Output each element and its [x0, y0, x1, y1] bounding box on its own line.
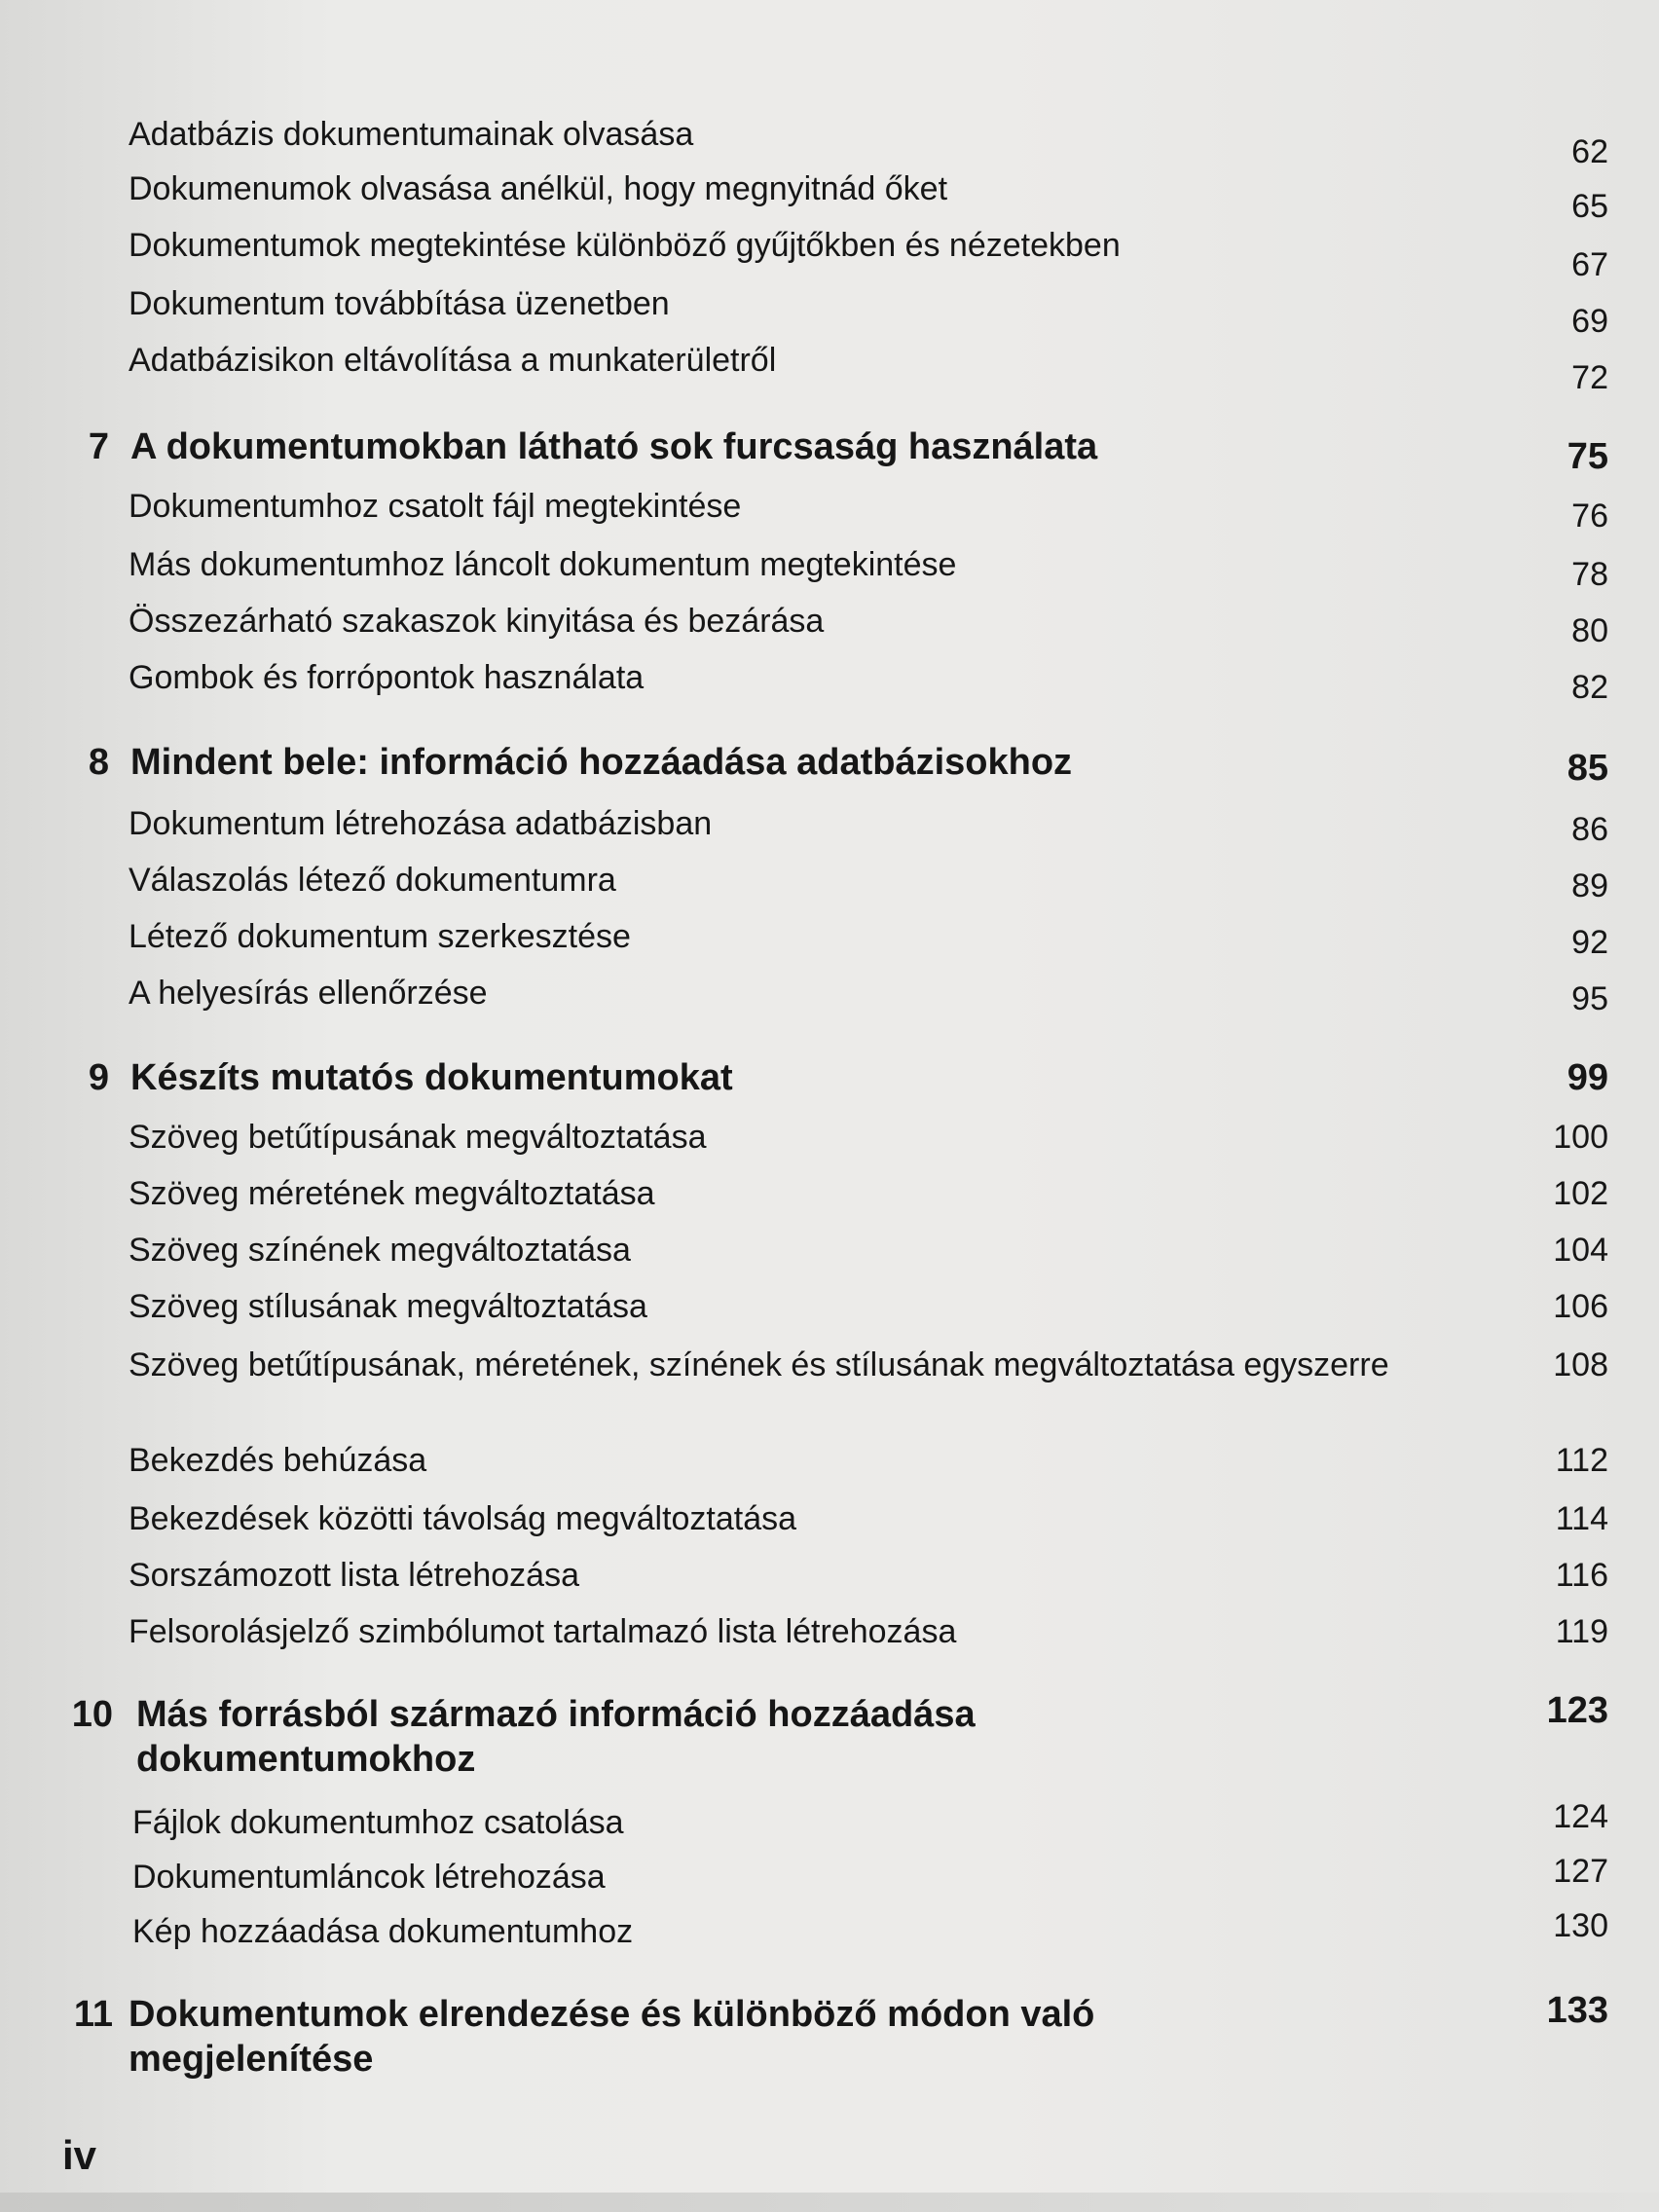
- toc-entry-page: 108: [1553, 1346, 1608, 1383]
- toc-entry-title: Dokumentumláncok létrehozása: [132, 1859, 606, 1896]
- toc-entry-title: Szöveg betűtípusának, méretének, színének és stílusának megváltoztatása egyszerre: [129, 1346, 1389, 1383]
- toc-entry-page: 106: [1553, 1288, 1608, 1325]
- toc-entry-title: Bekezdés behúzása: [129, 1442, 427, 1479]
- toc-entry-page: 89: [1571, 867, 1608, 904]
- chapter-page: 75: [1567, 436, 1608, 477]
- toc-entry-title: Összezárható szakaszok kinyitása és bezárása: [129, 603, 825, 640]
- toc-entry-page: 72: [1571, 359, 1608, 396]
- toc-entry-title: Kép hozzáadása dokumentumhoz: [132, 1913, 634, 1950]
- toc-entry-title: Dokumentumok megtekintése különböző gyűjtőkben és nézetekben: [129, 227, 1121, 264]
- chapter-title: Mindent bele: információ hozzáadása adatbázisokhoz: [130, 742, 1073, 783]
- chapter-number: 8: [88, 742, 109, 783]
- toc-entry-page: 102: [1553, 1175, 1608, 1212]
- chapter-page: 99: [1567, 1057, 1608, 1098]
- chapter-title: Dokumentumok elrendezése és különböző módon való megjelenítése: [129, 1994, 1095, 2080]
- toc-entry-page: 112: [1555, 1442, 1608, 1479]
- chapter-page: 133: [1546, 1990, 1608, 2031]
- toc-entry-page: 67: [1571, 246, 1608, 283]
- toc-entry-page: 86: [1571, 811, 1608, 848]
- toc-entry-title: Dokumenumok olvasása anélkül, hogy megnyitnád őket: [129, 170, 948, 207]
- toc-entry-title: Dokumentum továbbítása üzenetben: [129, 285, 670, 322]
- toc-entry-title: Fájlok dokumentumhoz csatolása: [132, 1804, 624, 1841]
- toc-entry-page: 104: [1553, 1232, 1608, 1269]
- toc-entry-page: 127: [1553, 1853, 1608, 1890]
- toc-entry-title: Adatbázisikon eltávolítása a munkaterületről: [129, 342, 777, 379]
- chapter-title: Más forrásból származó információ hozzáadása dokumentumokhoz: [136, 1694, 976, 1780]
- toc-entry-title: Más dokumentumhoz láncolt dokumentum megtekintése: [129, 546, 957, 583]
- toc-entry-title: Válaszolás létező dokumentumra: [129, 862, 616, 899]
- chapter-number: 10: [71, 1694, 113, 1735]
- toc-entry-page: 76: [1571, 498, 1608, 535]
- chapter-title: Készíts mutatós dokumentumokat: [130, 1057, 733, 1098]
- toc-entry-title: Sorszámozott lista létrehozása: [129, 1557, 579, 1594]
- chapter-title: A dokumentumokban látható sok furcsaság használata: [130, 426, 1098, 467]
- toc-entry-page: 80: [1571, 612, 1608, 649]
- chapter-page: 85: [1567, 748, 1608, 789]
- chapter-number: 11: [73, 1994, 113, 2035]
- toc-entry-title: A helyesírás ellenőrzése: [129, 975, 488, 1012]
- toc-entry-page: 82: [1571, 669, 1608, 706]
- toc-entry-page: 95: [1571, 980, 1608, 1017]
- toc-entry-title: Adatbázis dokumentumainak olvasása: [129, 116, 694, 153]
- toc-entry-title: Bekezdések közötti távolság megváltoztatása: [129, 1500, 797, 1537]
- toc-entry-page: 62: [1571, 133, 1608, 170]
- toc-entry-title: Létező dokumentum szerkesztése: [129, 918, 631, 955]
- page-number: iv: [62, 2132, 97, 2178]
- toc-entry-page: 130: [1553, 1907, 1608, 1944]
- toc-entry-page: 116: [1555, 1557, 1608, 1594]
- toc-entry-page: 65: [1571, 188, 1608, 225]
- toc-entry-page: 69: [1571, 303, 1608, 340]
- toc-entry-title: Szöveg színének megváltoztatása: [129, 1232, 631, 1269]
- chapter-page: 123: [1546, 1690, 1608, 1731]
- toc-entry-title: Felsorolásjelző szimbólumot tartalmazó lista létrehozása: [129, 1613, 957, 1650]
- toc-entry-title: Szöveg betűtípusának megváltoztatása: [129, 1119, 707, 1156]
- toc-entry-page: 78: [1571, 556, 1608, 593]
- toc-entry-page: 119: [1555, 1613, 1608, 1650]
- chapter-number: 9: [88, 1057, 109, 1098]
- page-edge: [0, 2193, 1659, 2212]
- toc-entry-title: Dokumentum létrehozása adatbázisban: [129, 805, 713, 842]
- toc-entry-page: 124: [1553, 1798, 1608, 1835]
- toc-entry-page: 114: [1555, 1500, 1608, 1537]
- chapter-number: 7: [88, 426, 109, 467]
- toc-entry-page: 92: [1571, 924, 1608, 961]
- toc-entry-title: Gombok és forrópontok használata: [129, 659, 645, 696]
- toc-entry-page: 100: [1553, 1119, 1608, 1156]
- toc-entry-title: Szöveg stílusának megváltoztatása: [129, 1288, 647, 1325]
- toc-entry-title: Dokumentumhoz csatolt fájl megtekintése: [129, 488, 742, 525]
- toc-entry-title: Szöveg méretének megváltoztatása: [129, 1175, 655, 1212]
